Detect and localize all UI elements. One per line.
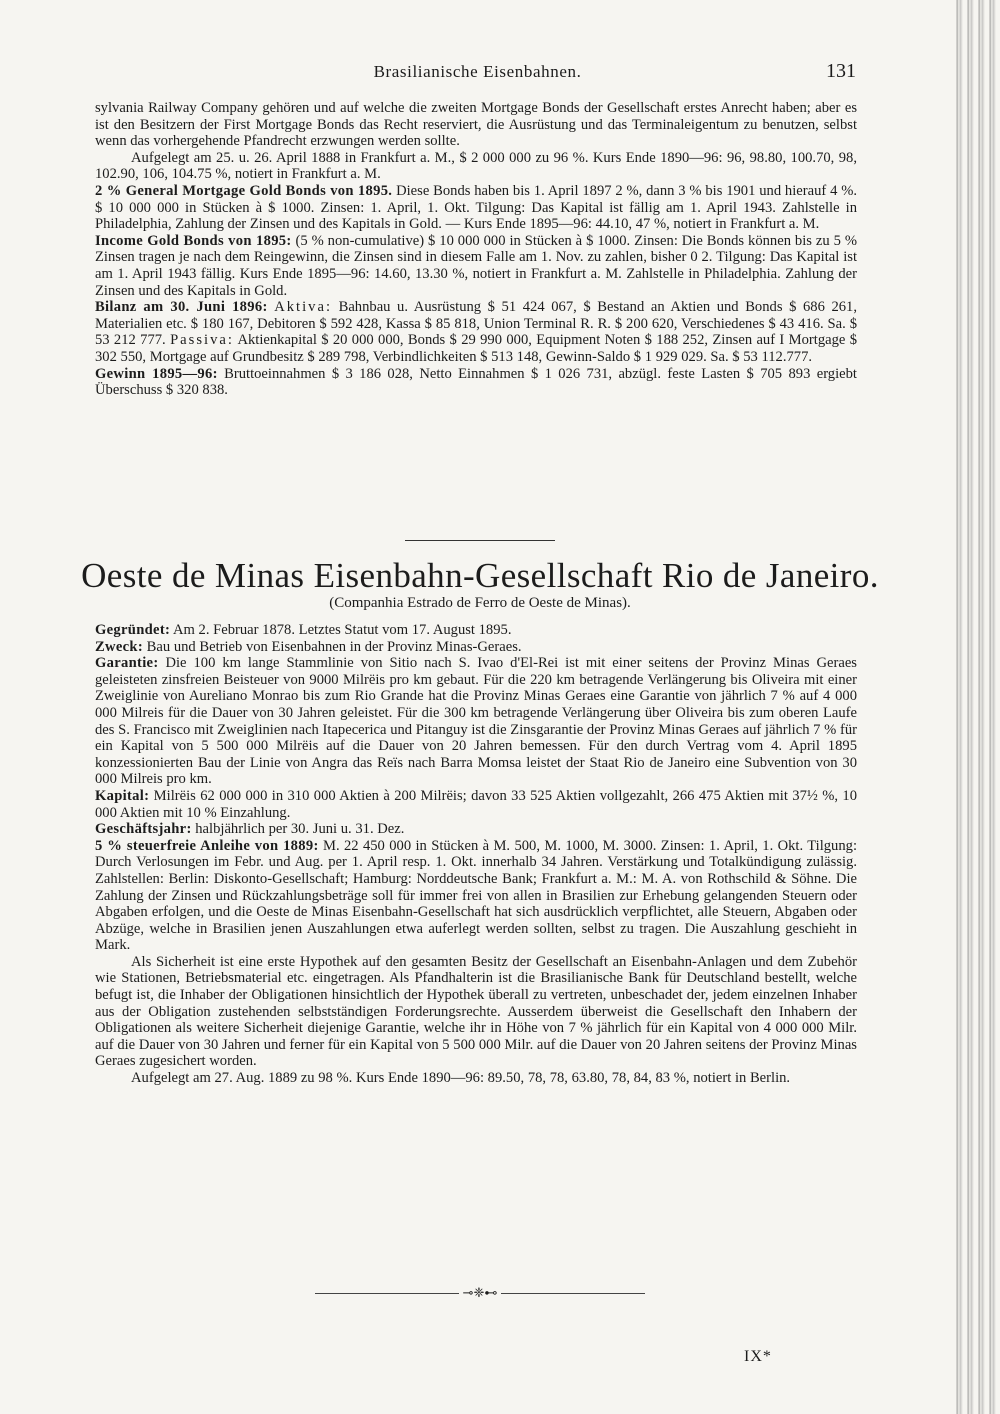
paragraph-gegruendet (95, 622, 857, 639)
paragraph-income-bonds (95, 233, 857, 299)
header-title: Brasilianische Eisenbahnen. (373, 62, 582, 81)
paragraph-sylvania: sylvania Railway Company gehören und auf welche die zweiten Mortgage Bonds der Gesellschaft erstes Anrecht haben; aber es ist den Besitzern der First Mortgage Bonds das Recht reserviert, die Ausrüstung und das Terminaleigentum zu benutzen, selbst wenn das vorhergehende Pfandrecht erzwungen werden sollte. (95, 100, 857, 150)
text-geschaeftsjahr: halbjährlich per 30. Juni u. 31. Dez. (191, 821, 405, 838)
paragraph-geschaeftsjahr (95, 821, 857, 838)
label-passiva: Passiva: (170, 332, 234, 349)
paragraph-bilanz (95, 299, 857, 365)
text-anleihe: M. 22 450 000 in Stücken à M. 500, M. 1000, M. 3000. Zinsen: 1. April, 1. Okt. Tilgung: Durch Verlosungen im Febr. und Aug. per 1. April resp. 1. Okt. innerhalb 34 Jahren. Verstärkung und Totalkündigung zulässig. Zahlstellen: Berlin: Diskonto-Gesellschaft; Hamburg: Norddeutsche Bank; Frankfurt a. M.: M. A. von Rothschild & Söhne. Die Zahlung der Zinsen und Rückzahlungsbeträge soll für immer frei von allen in Brasilien zur Erhebung gelangenden Steuern oder Abgaben erfolgen, und die Oeste de Minas Eisenbahn-Gesellschaft hat sich ausdrücklich verpflichtet, alle Steuern, Abgaben oder Abzüge, welche in Brasilien jenen Auszahlungen etwa auferlegt werden sollten, selbst zu tragen. Die Auszahlung geschieht in Mark. (95, 837, 857, 954)
paragraph-anleihe (95, 838, 857, 954)
ornament-line-left (315, 1293, 459, 1294)
paragraph-sicherheit: Als Sicherheit ist eine erste Hypothek auf den gesamten Besitz der Gesellschaft an Eisenbahn-Anlagen und dem Zubehör wie Stationen, Betriebsmaterial etc. eingetragen. Als Pfandhalterin ist die Brasilianische Bank für Deutschland bestellt, welche befugt ist, die Inhaber der Obligationen hinsichtlich der Hypothek überall zu vertreten, unbeschadet der, jedem einzelnen Inhaber aus der Obligation zustehenden selbstständigen Forderungsrechte. Ausserdem überweist die Gesellschaft den Inhabern der Obligationen als weitere Sicherheit diejenige Garantie, welche ihr in Höhe von 7 % jährlich für ein Kapital von 4 000 000 Milr. auf die Dauer von 30 Jahren und ferner für ein Kapital von 5 500 000 Milr. auf die Dauer von 20 Jahren seitens der Provinz Minas Geraes zugesichert worden. (95, 953, 857, 1070)
label-general-mortgage: 2 % General Mortgage Gold Bonds von 1895. (95, 182, 393, 199)
label-income-bonds: Income Gold Bonds von 1895: (95, 232, 292, 249)
page-edge (952, 0, 1000, 1414)
section-divider (405, 540, 555, 541)
paragraph-zweck (95, 639, 857, 656)
section-title: Oeste de Minas Eisenbahn-Gesellschaft Rio de Janeiro. (81, 556, 879, 595)
text-bilanz-passiva: Aktienkapital $ 20 000 000, Bonds $ 29 990 000, Equipment Noten $ 188 252, Zinsen auf I Mortgage $ 302 550, Mortgage auf Grundbesitz $ 289 798, Verbindlichkeiten $ 513 148, Gewinn-Saldo $ 1 929 029. Sa. $ 53 112.777. (95, 332, 858, 365)
label-geschaeftsjahr: Geschäftsjahr: (95, 821, 192, 838)
paragraph-aufgelegt-1888: Aufgelegt am 25. u. 26. April 1888 in Frankfurt a. M., $ 2 000 000 zu 96 %. Kurs Ende 1890—96: 96, 98.80, 100.70, 98, 102.90, 106, 104.75 %, notiert in Frankfurt a. M. (95, 149, 857, 183)
text-general-mortgage: Diese Bonds haben bis 1. April 1897 2 %, dann 3 % bis 1901 und hierauf 4 %. $ 10 000 000 in Stücken à $ 1000. Zinsen: 1. April, 1. Okt. Tilgung: Das Kapital ist fällig am 1. April 1943. Zahlstelle in Philadelphia, Zahlung der Zinsen und des Kapitals in Gold. — Kurs Ende 1895—96: 44.10, 47 %, notiert in Frankfurt a. M. (95, 182, 857, 233)
paragraph-garantie (95, 655, 857, 788)
ornament-line-right (501, 1293, 645, 1294)
label-aktiva: Aktiva: (274, 299, 332, 316)
label-gegruendet: Gegründet: (95, 622, 171, 638)
running-header (95, 62, 860, 86)
end-ornament (315, 1283, 645, 1303)
label-bilanz: Bilanz am 30. Juni 1896: (95, 299, 268, 316)
section-subtitle: (Companhia Estrado de Ferro de Oeste de Minas). (329, 595, 631, 611)
text-gegruendet: Am 2. Februar 1878. Letztes Statut vom 17. August 1895. (170, 622, 512, 638)
paragraph-gewinn (95, 366, 857, 399)
label-kapital: Kapital: (95, 787, 150, 804)
paragraph-kapital (95, 788, 857, 821)
label-zweck: Zweck: (95, 638, 144, 655)
paragraph-general-mortgage (95, 183, 857, 233)
paragraph-aufgelegt-1889: Aufgelegt am 27. Aug. 1889 zu 98 %. Kurs Ende 1890—96: 89.50, 78, 78, 63.80, 78, 84, 83 %, notiert in Berlin. (131, 1070, 791, 1087)
previous-entry-text (95, 100, 857, 399)
text-income-bonds: (5 % non-cumulative) $ 10 000 000 in Stücken à $ 1000. Zinsen: Die Bonds können bis zu 5 % Zinsen tragen je nach dem Reingewinn, die Zinsen sind in diesem Falle am 1. Nov. zu zahlen, bisher 0 2. Tilgung: Das Kapital ist am 1. April 1943 fällig. Kurs Ende 1895—96: 14.60, 13.30 %, notiert in Frankfurt a. M. Zahlstelle in Philadelphia. Zahlung der Zinsen und des Kapitals in Gold. (95, 232, 857, 299)
page-number: 131 (826, 60, 856, 82)
printer-signature: IX* (744, 1348, 772, 1365)
label-garantie: Garantie: (95, 655, 159, 672)
label-gewinn: Gewinn 1895—96: (95, 365, 218, 382)
text-garantie: Die 100 km lange Stammlinie von Sitio nach S. Ivao d'El-Rei ist mit einer seitens der Provinz Minas Geraes geleisteten zinsfreien Beisteuer von 9000 Milrëis pro km gebaut. Für die 220 km betragende Verlängerung bis Oliveira mit einer Zweiglinie von Aureliano Monrao bis zum Rio Grande hat die Provinz Minas Geraes eine Garantie von jährlich 7 % auf 4 000 000 Milreis für die Dauer von 30 Jahren geleistet. Für die 300 km betragende Verlängerung über Oliveira bis zum oberen Laufe des S. Francisco mit Zweiglinien nach Itapecerica und Pitanguy ist die Zinsgarantie der Provinz Minas Geraes auf jährlich 7 % für ein Kapital von 5 500 000 Milrëis auf die Dauer von 20 Jahren bemessen. Für den durch Vertrag vom 4. April 1895 konzessionierten Bau der Linie von Angra das Reïs nach Barra Momsa leistet der Staat Rio de Janeiro eine Subvention von 30 000 Milreis pro km. (95, 655, 857, 788)
oeste-de-minas-entry (95, 622, 857, 1087)
text-kapital: Milrëis 62 000 000 in 310 000 Aktien à 200 Milrëis; davon 33 525 Aktien vollgezahlt, 266 475 Aktien mit 37½ %, 10 000 Aktien mit 10 % Einzahlung. (95, 787, 857, 821)
label-anleihe: 5 % steuerfreie Anleihe von 1889: (95, 837, 319, 854)
ornament-icon: ⊸❈⊷ (462, 1285, 498, 1301)
text-bilanz-aktiva: Bahnbau u. Ausrüstung $ 51 424 067, $ Bestand an Aktien und Bonds $ 686 261, Materialien etc. $ 180 167, Debitoren $ 592 428, Kassa $ 85 818, Union Terminal R. R. $ 200 620, Verschiedenes $ 43 416. Sa. $ 53 212 777. (95, 299, 857, 349)
text-zweck: Bau und Betrieb von Eisenbahnen in der Provinz Minas-Geraes. (143, 638, 522, 655)
text-gewinn: Bruttoeinnahmen $ 3 186 028, Netto Einnahmen $ 1 026 731, abzügl. feste Lasten $ 705 893 ergiebt Überschuss $ 320 838. (95, 365, 857, 399)
